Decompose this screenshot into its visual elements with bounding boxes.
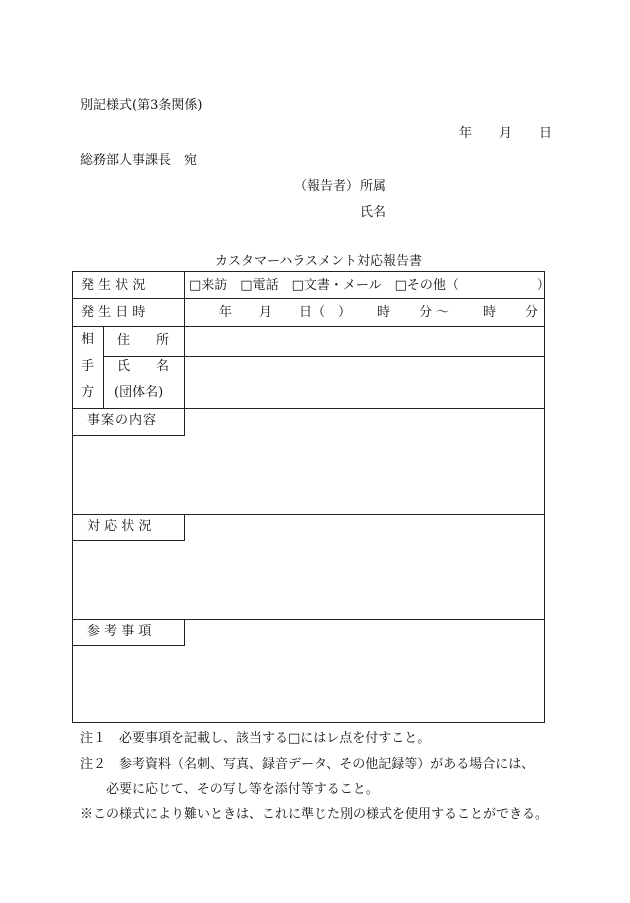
datetime-minute2: 分 (525, 305, 539, 320)
note-2-number: 注２ (80, 757, 107, 772)
reporter-prefix: （報告者） (294, 179, 360, 194)
note-1-number: 注１ (80, 731, 107, 746)
form-label: 別記様式(第3条関係) (80, 98, 203, 113)
note-1-text: 必要事項を記載し、該当する□にはレ点を付すこと。 (119, 731, 431, 746)
response-label: 対 応 状 況 (87, 519, 152, 534)
org-label: (団体名) (114, 385, 164, 400)
party-char-1: 相 (81, 332, 95, 347)
report-form-table (72, 271, 550, 723)
datetime-hour2: 時 (483, 305, 497, 320)
datetime-minute: 分 〜 (419, 305, 450, 320)
note-2-continuation: 必要に応じて、その写し等を添付等すること。 (106, 782, 379, 797)
date-year: 年 (459, 126, 473, 141)
case-label: 事案の内容 (87, 413, 158, 428)
datetime-month: 月 (259, 305, 273, 320)
status-label: 発 生 状 況 (81, 278, 146, 293)
note-2-text: 参考資料（名刺、写真、録音データ、その他記録等）がある場合には、 (119, 757, 535, 772)
date-month: 月 (499, 126, 513, 141)
date-day: 日 (539, 126, 553, 141)
datetime-label: 発 生 日 時 (81, 305, 146, 320)
reporter-affiliation: 所属 (360, 179, 387, 194)
party-char-2: 手 (81, 359, 95, 374)
document-title: カスタマーハラスメント対応報告書 (215, 254, 422, 269)
status-options[interactable]: □来訪 □電話 □文書・メール □その他（ ） (189, 278, 550, 293)
datetime-day: 日（ ） (299, 305, 352, 320)
datetime-hour: 時 (377, 305, 391, 320)
name-label: 氏 名 (117, 359, 170, 374)
party-char-3: 方 (81, 385, 95, 400)
reporter-name: 氏名 (360, 205, 387, 220)
datetime-year: 年 (219, 305, 233, 320)
addressee: 総務部人事課長 宛 (80, 153, 198, 168)
note-3: ※この様式により難いときは、これに準じた別の様式を使用することができる。 (80, 807, 549, 822)
address-label: 住 所 (117, 333, 170, 348)
reference-label: 参 考 事 項 (87, 624, 152, 639)
